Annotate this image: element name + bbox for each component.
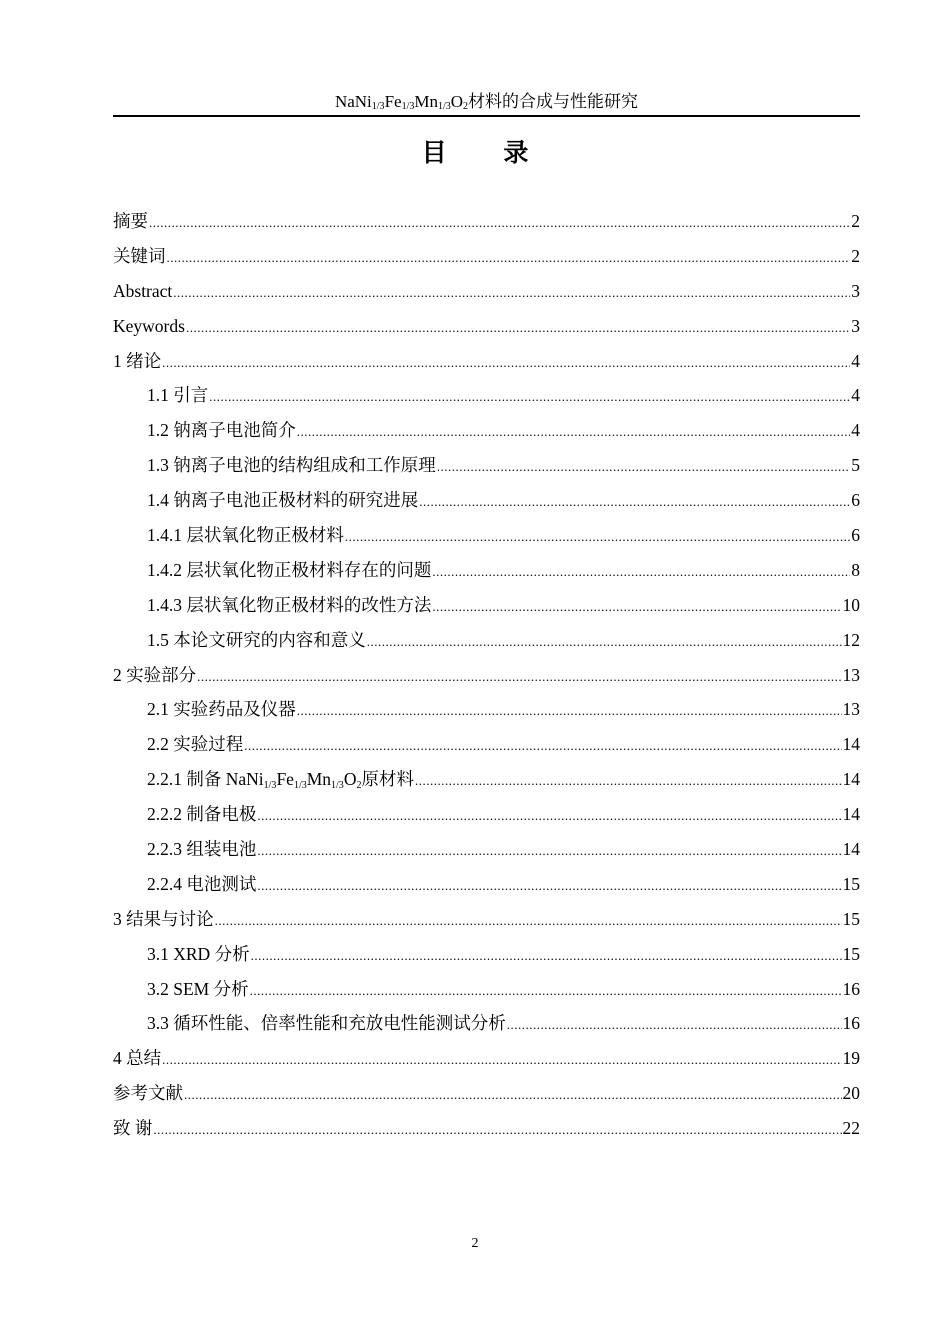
toc-entry-label	[147, 625, 366, 655]
toc-entry-page: 14	[842, 734, 860, 755]
text-run: O	[450, 92, 464, 111]
toc-entry-label	[147, 415, 296, 445]
text-run: 1.1 引言	[147, 385, 209, 406]
toc-entry-page: 16	[842, 1013, 860, 1034]
toc-entry-page: 15	[842, 908, 860, 929]
toc-entry-label	[147, 799, 256, 829]
text-run: 3 结果与讨论	[113, 908, 214, 929]
dot-leader	[507, 1010, 842, 1040]
toc-entry-page: 6	[851, 490, 860, 511]
dot-leader	[415, 766, 842, 796]
subscript: 1/3	[293, 780, 307, 792]
text-run: Mn	[306, 769, 332, 790]
dot-leader	[345, 522, 850, 552]
dot-leader	[250, 976, 842, 1006]
running-header	[113, 91, 860, 117]
page-number: 2	[471, 1236, 479, 1251]
toc-entry[interactable]	[113, 764, 860, 799]
toc-entry-label	[147, 380, 208, 410]
dot-leader	[162, 348, 850, 378]
dot-leader	[257, 871, 841, 901]
subscript: 1/3	[331, 780, 344, 792]
toc-entry-label	[113, 311, 185, 341]
dot-leader	[186, 313, 850, 343]
text-run: 2 实验部分	[113, 664, 197, 685]
toc-entry-page: 15	[842, 943, 860, 964]
toc-entry[interactable]	[113, 694, 860, 729]
text-run: 3.3 循环性能、倍率性能和充放电性能测试分析	[147, 1013, 506, 1034]
toc-entry-label	[113, 241, 166, 271]
toc-entry[interactable]	[113, 974, 860, 1009]
dot-leader	[297, 696, 842, 726]
toc-entry-label	[113, 1078, 183, 1108]
subscript: 2	[356, 780, 362, 792]
toc-entry[interactable]	[113, 1078, 860, 1113]
dot-leader	[173, 278, 850, 308]
dot-leader	[167, 243, 851, 273]
toc-entry[interactable]	[113, 904, 860, 939]
toc-entry-page: 15	[842, 873, 860, 894]
toc-entry-page: 16	[842, 978, 860, 999]
text-run: 1.2 钠离子电池简介	[147, 420, 296, 441]
toc-entry-label	[113, 276, 172, 306]
toc-entry-label	[113, 1113, 152, 1143]
toc-entry[interactable]	[113, 241, 860, 276]
toc-entry-label	[113, 206, 148, 236]
toc-entry-page: 4	[851, 420, 860, 441]
text-run: 1 绪论	[113, 350, 162, 371]
toc-entry-page: 8	[851, 559, 860, 580]
toc-entry-label	[147, 1008, 506, 1038]
toc-entry-label	[147, 485, 418, 515]
toc-entry-page: 3	[851, 280, 860, 301]
text-run: Abstract	[113, 280, 173, 301]
dot-leader	[367, 627, 842, 657]
toc-entry[interactable]	[113, 415, 860, 450]
toc-entry-label	[147, 764, 414, 794]
dot-leader	[297, 417, 851, 447]
text-run: 1.4.2 层状氧化物正极材料存在的问题	[147, 559, 432, 580]
toc-entry[interactable]	[113, 590, 860, 625]
text-run: 1.4.1 层状氧化物正极材料	[147, 525, 344, 546]
text-run: 2.2 实验过程	[147, 734, 244, 755]
dot-leader	[244, 731, 841, 761]
toc-entry-page: 3	[851, 315, 860, 336]
toc-entry-label	[147, 939, 250, 969]
toc-entry-page: 14	[842, 839, 860, 860]
toc-entry-label	[147, 869, 256, 899]
dot-leader	[162, 1045, 841, 1075]
toc-entry[interactable]	[113, 1008, 860, 1043]
text-run: 参考文献	[113, 1083, 183, 1104]
text-run: 3.1 XRD 分析	[147, 943, 250, 964]
toc-entry[interactable]	[113, 799, 860, 834]
text-run: 原材料	[361, 769, 414, 790]
toc-entry[interactable]	[113, 625, 860, 660]
toc-entry-label	[113, 346, 161, 376]
toc-entry-page: 12	[842, 629, 860, 650]
toc-entry-label	[147, 555, 431, 585]
toc-entry-page: 6	[851, 525, 860, 546]
text-run: 2.2.1 制备 NaNi	[147, 769, 264, 790]
dot-leader	[437, 452, 851, 482]
toc-entry-page: 22	[842, 1118, 860, 1139]
dot-leader	[197, 662, 841, 692]
text-run: 4 总结	[113, 1048, 162, 1069]
subscript: 1/3	[437, 101, 451, 112]
toc-entry[interactable]	[113, 380, 860, 415]
toc-entry[interactable]	[113, 834, 860, 869]
text-run: Mn	[414, 92, 438, 111]
toc-entry-label	[147, 520, 344, 550]
dot-leader	[432, 557, 850, 587]
dot-leader	[209, 382, 850, 412]
toc-entry-page: 19	[842, 1048, 860, 1069]
toc-entry[interactable]	[113, 206, 860, 241]
toc-entry-page: 14	[842, 804, 860, 825]
toc-entry-page: 4	[851, 350, 860, 371]
toc-entry[interactable]	[113, 311, 860, 346]
toc-entry-page: 4	[851, 385, 860, 406]
toc-entry[interactable]	[113, 346, 860, 381]
text-run: 3.2 SEM 分析	[147, 978, 249, 999]
text-run: 2.2.4 电池测试	[147, 873, 257, 894]
text-run: Fe	[276, 769, 294, 790]
toc-entry[interactable]	[113, 660, 860, 695]
toc-entry-page: 13	[842, 664, 860, 685]
subscript: 1/3	[371, 101, 385, 112]
dot-leader	[432, 592, 841, 622]
toc-entry-page: 2	[851, 245, 860, 266]
toc-entry-label	[147, 729, 243, 759]
dot-leader	[215, 906, 842, 936]
toc-entry-label	[113, 1043, 161, 1073]
dot-leader	[153, 1115, 841, 1145]
toc-entry-label	[147, 694, 296, 724]
text-run: 材料的合成与性能研究	[468, 92, 639, 111]
subscript: 1/3	[401, 101, 415, 112]
toc-entry-page: 5	[851, 455, 860, 476]
subscript: 2	[463, 101, 469, 112]
dot-leader	[257, 836, 841, 866]
toc-entry-label	[113, 904, 214, 934]
toc-entry[interactable]	[113, 869, 860, 904]
text-run: Keywords	[113, 315, 185, 336]
toc-title: 目 录	[421, 138, 553, 167]
dot-leader	[257, 801, 841, 831]
toc-entry-page: 14	[842, 769, 860, 790]
toc-entry[interactable]	[113, 1043, 860, 1078]
toc-entry-label	[147, 974, 249, 1004]
text-run: Fe	[384, 92, 402, 111]
text-run: 1.4 钠离子电池正极材料的研究进展	[147, 490, 419, 511]
text-run: O	[343, 769, 357, 790]
toc-entry[interactable]	[113, 485, 860, 520]
text-run: 1.5 本论文研究的内容和意义	[147, 629, 366, 650]
toc-entry-label	[113, 660, 196, 690]
toc-entry[interactable]	[113, 555, 860, 590]
text-run: 摘要	[113, 211, 148, 231]
toc-entry-label	[147, 834, 256, 864]
text-run: 致 谢	[113, 1118, 153, 1139]
dot-leader	[419, 487, 850, 517]
toc-entry[interactable]	[113, 729, 860, 764]
table-of-contents	[113, 206, 860, 1148]
toc-entry-page: 13	[842, 699, 860, 720]
toc-entry[interactable]	[113, 450, 860, 485]
dot-leader	[184, 1080, 842, 1110]
toc-entry-page: 20	[842, 1083, 860, 1104]
text-run: NaNi	[334, 92, 372, 111]
toc-entry-page: 10	[842, 594, 860, 615]
toc-entry-label	[147, 450, 436, 480]
text-run: 2.1 实验药品及仪器	[147, 699, 296, 720]
dot-leader	[149, 208, 850, 238]
toc-entry[interactable]	[113, 276, 860, 311]
text-run: 2.2.2 制备电极	[147, 804, 257, 825]
dot-leader	[251, 941, 842, 971]
toc-entry-page: 2	[851, 211, 860, 231]
toc-entry[interactable]	[113, 939, 860, 974]
toc-entry-label	[147, 590, 431, 620]
subscript: 1/3	[263, 780, 277, 792]
toc-entry[interactable]	[113, 1113, 860, 1148]
toc-entry[interactable]	[113, 520, 860, 555]
text-run: 2.2.3 组装电池	[147, 839, 257, 860]
text-run: 1.3 钠离子电池的结构组成和工作原理	[147, 455, 436, 476]
text-run: 关键词	[113, 245, 166, 266]
text-run: 1.4.3 层状氧化物正极材料的改性方法	[147, 594, 432, 615]
